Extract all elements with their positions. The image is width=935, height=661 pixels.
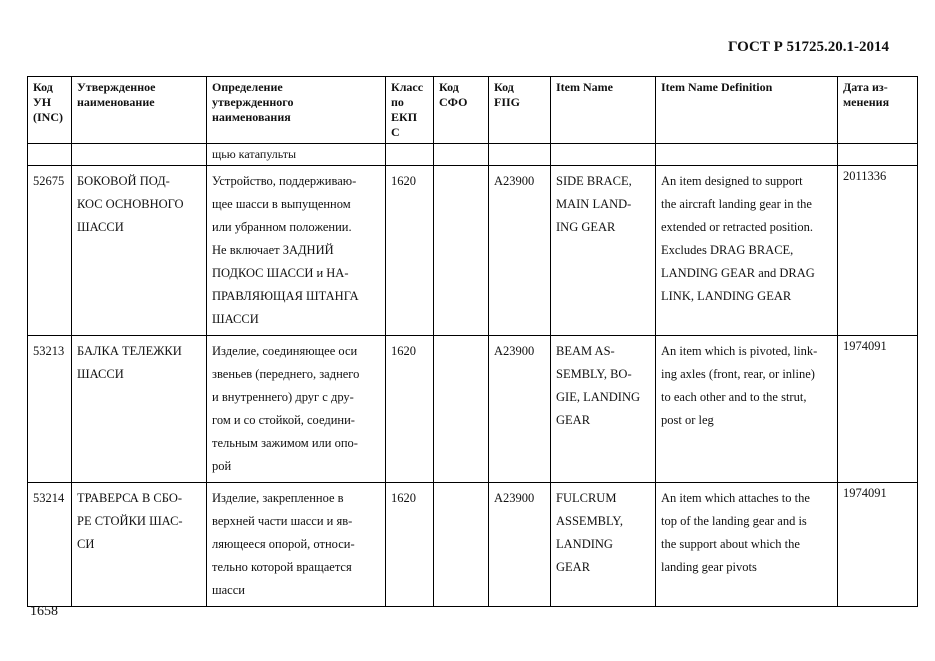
- table-row: [28, 483, 918, 607]
- cell-class: 1620: [386, 166, 434, 336]
- continuation-text: щью катапульты: [207, 144, 386, 166]
- header-sfo: Код СФО: [434, 77, 489, 144]
- header-item-name-definition: Item Name Definition: [656, 77, 838, 144]
- cell-fiig: A23900: [489, 336, 551, 483]
- cell-code: 53214: [28, 483, 72, 607]
- cell-code: 53213: [28, 336, 72, 483]
- header-row: [28, 77, 918, 144]
- cell-item-definition: An item designed to support the aircraft landing gear in the extended or retracted position. Excludes DRAG BRACE, LANDING GEAR and DRAG LINK, LANDING GEAR: [656, 166, 838, 336]
- cell-fiig: A23900: [489, 166, 551, 336]
- cell-item-name: BEAM AS- SEMBLY, BO- GIE, LANDING GEAR: [551, 336, 656, 483]
- cell-class: 1620: [386, 483, 434, 607]
- table-row: [28, 336, 918, 483]
- header-definition: Определение утвержденного наименования: [207, 77, 386, 144]
- header-class: Класс по ЕКП С: [386, 77, 434, 144]
- cell-item-name: FULCRUM ASSEMBLY, LANDING GEAR: [551, 483, 656, 607]
- cell-change-date: 1974091: [838, 483, 918, 607]
- header-item-name: Item Name: [551, 77, 656, 144]
- header-approved-name: Утвержденное наименование: [72, 77, 207, 144]
- cell-sfo: [434, 336, 489, 483]
- header-code: Код УН (INC): [28, 77, 72, 144]
- cell-definition: Изделие, закрепленное в верхней части шасси и яв- ляющееся опорой, относи- тельно которой вращается шасси: [207, 483, 386, 607]
- document-title: ГОСТ Р 51725.20.1-2014: [727, 39, 889, 55]
- header-change-date: Дата из- менения: [838, 77, 918, 144]
- cell-item-name: SIDE BRACE, MAIN LAND- ING GEAR: [551, 166, 656, 336]
- cell-approved-name: БАЛКА ТЕЛЕЖКИ ШАССИ: [72, 336, 207, 483]
- cell-code: 52675: [28, 166, 72, 336]
- cell-sfo: [434, 483, 489, 607]
- items-table: [27, 76, 918, 607]
- cell-change-date: 1974091: [838, 336, 918, 483]
- page-number: 1658: [30, 604, 58, 619]
- cell-approved-name: БОКОВОЙ ПОД- КОС ОСНОВНОГО ШАССИ: [72, 166, 207, 336]
- table-row: [28, 166, 918, 336]
- cell-approved-name: ТРАВЕРСА В СБО- РЕ СТОЙКИ ШАС- СИ: [72, 483, 207, 607]
- cell-change-date: 2011336: [838, 166, 918, 336]
- cell-fiig: A23900: [489, 483, 551, 607]
- cell-item-definition: An item which is pivoted, link- ing axles (front, rear, or inline) to each other and to the strut, post or leg: [656, 336, 838, 483]
- cell-definition: Устройство, поддерживаю- щее шасси в выпущенном или убранном положении. Не включает ЗАДНИЙ ПОДКОС ШАССИ и НА- ПРАВЛЯЮЩАЯ ШТАНГА ШАССИ: [207, 166, 386, 336]
- cell-item-definition: An item which attaches to the top of the landing gear and is the support about which the landing gear pivots: [656, 483, 838, 607]
- cell-class: 1620: [386, 336, 434, 483]
- continuation-row: [28, 144, 918, 166]
- cell-sfo: [434, 166, 489, 336]
- header-fiig: Код FIIG: [489, 77, 551, 144]
- cell-definition: Изделие, соединяющее оси звеньев (переднего, заднего и внутреннего) друг с дру- гом и со стойкой, соедини- тельным зажимом или опо- рой: [207, 336, 386, 483]
